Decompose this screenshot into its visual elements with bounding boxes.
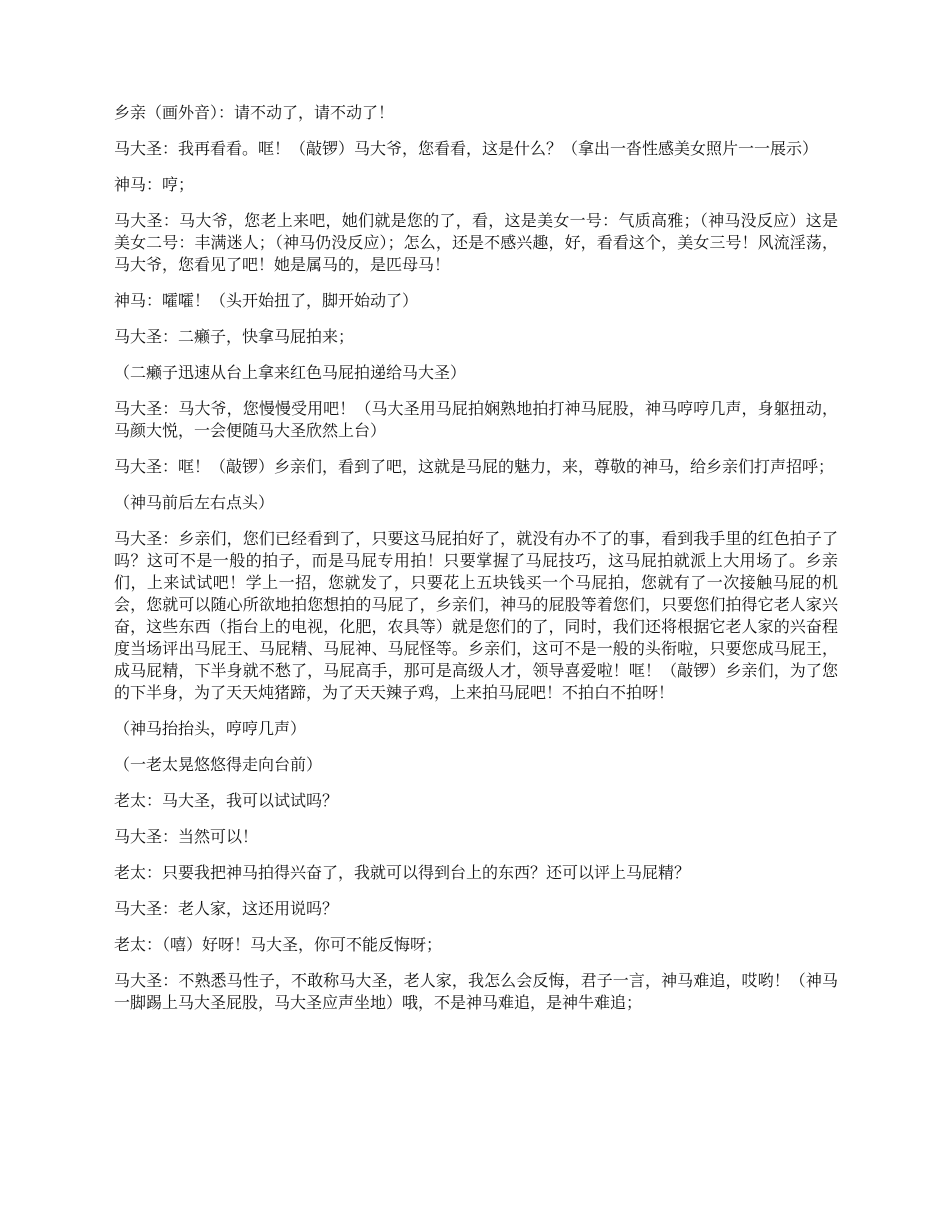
stage-direction: （神马前后左右点头） [114,493,275,512]
dialogue-paragraph: 乡亲（画外音）：请不动了，请不动了！ [114,103,395,122]
stage-direction: （一老太晃悠悠得走向台前） [114,755,323,774]
dialogue-paragraph: 神马：哼； [114,175,195,194]
stage-direction: （神马抬抬头，哼哼几声） [114,719,307,738]
dialogue-paragraph: 马大圣：二癞子，快拿马屁拍来； [114,327,355,346]
dialogue-paragraph: 马大圣：老人家，这还用说吗？ [114,899,339,918]
dialogue-paragraph: 马大圣：当然可以！ [114,827,259,846]
dialogue-paragraph: 马大圣：乡亲们，您们已经看到了，只要这马屁拍好了，就没有办不了的事，看到我手里的红色拍子了吗？这可不是一般的拍子，而是马屁专用拍！只要掌握了马屁技巧，这马屁拍就派上大用场了。乡亲们，上来试试吧！学上一招，您就发了，只要花上五块钱买一个马屁拍，您就有了一次接触马屁的机会，您就可以随心所欲地拍您想拍的马屁了，乡亲们，神马的屁股等着您们，只要您们拍得它老人家兴奋，这些东西（指台上的电视，化肥，农具等）就是您们的了，同时，我们还将根据它老人家的兴奋程度当场评出马屁王、马屁精、马屁神、马屁怪等。乡亲们，这可不是一般的头衔啦，只要您成马屁王，成马屁精，下半身就不愁了，马屁高手，那可是高级人才，领导喜爱啦！哐！（敲锣）乡亲们，为了您的下半身，为了天天炖猪蹄，为了天天辣子鸡，上来拍马屁吧！不拍白不拍呀！ [114,529,838,702]
dialogue-paragraph: 老太：只要我把神马拍得兴奋了，我就可以得到台上的东西？还可以评上马屁精？ [114,863,691,882]
dialogue-paragraph: 马大圣：不熟悉马性子，不敢称马大圣，老人家，我怎么会反悔，君子一言，神马难追，哎哟！（神马一脚踢上马大圣屁股，马大圣应声坐地）哦，不是神马难追，是神牛难追； [114,971,838,1012]
dialogue-paragraph: 老太：马大圣，我可以试试吗？ [114,791,339,810]
document-body [114,102,838,1028]
dialogue-paragraph: 马大圣：我再看看。哐！（敲锣）马大爷，您看看，这是什么？（拿出一沓性感美女照片一一展示） [114,139,819,158]
dialogue-paragraph: 马大圣：哐！（敲锣）乡亲们，看到了吧，这就是马屁的魅力，来，尊敬的神马，给乡亲们打声招呼； [114,457,835,476]
dialogue-paragraph: 老太：（嘻）好呀！马大圣，你可不能反悔呀； [114,935,443,954]
dialogue-paragraph: 神马：嚯嚯！（头开始扭了，脚开始动了） [114,291,419,310]
dialogue-paragraph: 马大圣：马大爷，您老上来吧，她们就是您的了，看，这是美女一号：气质高雅；（神马没反应）这是美女二号：丰满迷人；（神马仍没反应）；怎么，还是不感兴趣，好，看看这个，美女三号！风流淫荡，马大爷，您看见了吧！她是属马的，是匹母马！ [114,211,838,274]
dialogue-paragraph: 马大圣：马大爷，您慢慢受用吧！（马大圣用马屁拍娴熟地拍打神马屁股，神马哼哼几声，身躯扭动，马颜大悦，一会便随马大圣欣然上台） [114,399,838,440]
stage-direction: （二癞子迅速从台上拿来红色马屁拍递给马大圣） [114,363,467,382]
